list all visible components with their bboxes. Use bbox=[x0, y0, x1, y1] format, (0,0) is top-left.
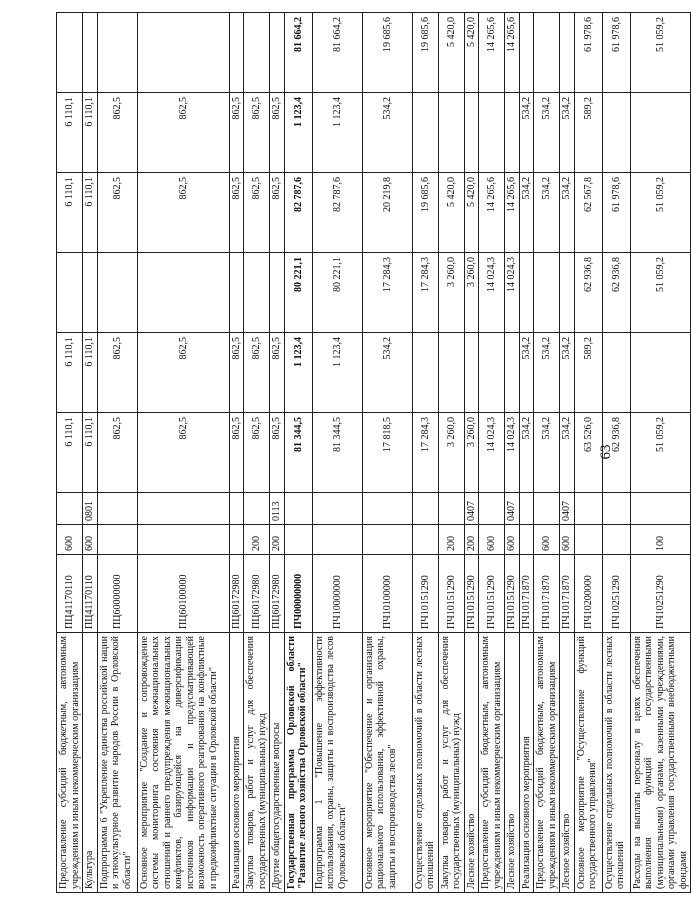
amount-cell: 862,5 bbox=[229, 333, 244, 413]
amount-cell: 862,5 bbox=[270, 413, 285, 493]
amount-cell: 6 110,1 bbox=[83, 173, 98, 253]
amount-cell: 862,5 bbox=[270, 333, 285, 413]
row-name-cell: Осуществление отдельных полномочий в области лесных отношений bbox=[602, 633, 630, 893]
amount-cell: 3 260,0 bbox=[438, 413, 464, 493]
row-name-cell: Основное мероприятие "Осуществление функций государственного управления" bbox=[574, 633, 602, 893]
row-name-cell: Государственная программа Орловской области "Развитие лесного хозяйства Орловской области" bbox=[284, 633, 312, 893]
expense-type-cell bbox=[284, 525, 312, 555]
amount-cell: 862,5 bbox=[97, 93, 137, 173]
amount-cell: 6 110,1 bbox=[83, 93, 98, 173]
target-article-cell: ПЧ10151290 bbox=[505, 555, 520, 633]
section-cell: 0407 bbox=[464, 493, 479, 525]
row-name-cell: Закупка товаров, работ и услуг для обеспечения государственных (муниципальных) нужд bbox=[244, 633, 270, 893]
target-article-cell: ПЧ10000000 bbox=[312, 555, 362, 633]
table-row bbox=[534, 13, 560, 893]
expense-type-cell: 600 bbox=[534, 525, 560, 555]
row-name-cell: Лесное хозяйство bbox=[464, 633, 479, 893]
amount-cell bbox=[534, 253, 560, 333]
amount-cell: 17 284,3 bbox=[362, 253, 412, 333]
amount-cell: 534,2 bbox=[534, 173, 560, 253]
amount-cell bbox=[630, 93, 691, 173]
amount-cell bbox=[519, 253, 534, 333]
target-article-cell: ПЦ60000000 bbox=[97, 555, 137, 633]
amount-cell bbox=[505, 93, 520, 173]
amount-cell: 534,2 bbox=[362, 93, 412, 173]
amount-cell: 6 110,1 bbox=[57, 413, 83, 493]
table-row bbox=[97, 13, 137, 893]
amount-cell: 6 110,1 bbox=[57, 173, 83, 253]
expense-type-cell: 600 bbox=[560, 525, 575, 555]
expense-type-cell: 600 bbox=[505, 525, 520, 555]
target-article-cell: ПЧ10151290 bbox=[412, 555, 438, 633]
expense-type-cell: 200 bbox=[438, 525, 464, 555]
amount-cell bbox=[57, 13, 83, 93]
amount-cell bbox=[412, 333, 438, 413]
amount-cell: 5 420,0 bbox=[464, 13, 479, 93]
table-row bbox=[362, 13, 412, 893]
amount-cell: 14 265,6 bbox=[479, 173, 505, 253]
amount-cell: 1 123,4 bbox=[284, 93, 312, 173]
amount-cell bbox=[602, 333, 630, 413]
section-cell bbox=[229, 493, 244, 525]
amount-cell: 3 260,0 bbox=[464, 413, 479, 493]
amount-cell: 62 567,8 bbox=[574, 173, 602, 253]
target-article-cell: ПЧ10171870 bbox=[534, 555, 560, 633]
amount-cell bbox=[602, 93, 630, 173]
amount-cell: 81 344,5 bbox=[284, 413, 312, 493]
section-cell bbox=[602, 493, 630, 525]
amount-cell: 5 420,0 bbox=[464, 173, 479, 253]
amount-cell: 534,2 bbox=[519, 333, 534, 413]
table-row bbox=[438, 13, 464, 893]
target-article-cell: ПЧ10151290 bbox=[479, 555, 505, 633]
amount-cell bbox=[270, 253, 285, 333]
table-row bbox=[479, 13, 505, 893]
expense-type-cell bbox=[412, 525, 438, 555]
amount-cell bbox=[630, 333, 691, 413]
amount-cell: 1 123,4 bbox=[312, 333, 362, 413]
section-cell bbox=[284, 493, 312, 525]
target-article-cell: ПЧ10200000 bbox=[574, 555, 602, 633]
amount-cell: 51 059,2 bbox=[630, 173, 691, 253]
amount-cell: 14 265,6 bbox=[505, 173, 520, 253]
amount-cell: 19 685,6 bbox=[362, 13, 412, 93]
target-article-cell: ПЦ60100000 bbox=[137, 555, 229, 633]
amount-cell: 5 420,0 bbox=[438, 13, 464, 93]
expense-type-cell: 600 bbox=[479, 525, 505, 555]
expense-type-cell bbox=[229, 525, 244, 555]
amount-cell: 81 344,5 bbox=[312, 413, 362, 493]
amount-cell bbox=[229, 253, 244, 333]
expense-type-cell bbox=[362, 525, 412, 555]
amount-cell bbox=[97, 13, 137, 93]
table-row bbox=[630, 13, 691, 893]
row-name-cell: Подпрограмма 1 "Повышение эффективности использования, охраны, защиты и воспроизводства лесов Орловской области" bbox=[312, 633, 362, 893]
amount-cell: 534,2 bbox=[534, 333, 560, 413]
amount-cell: 17 818,5 bbox=[362, 413, 412, 493]
page-number: 63 bbox=[598, 444, 614, 460]
expense-type-cell: 200 bbox=[270, 525, 285, 555]
amount-cell: 534,2 bbox=[534, 93, 560, 173]
amount-cell bbox=[137, 253, 229, 333]
amount-cell bbox=[229, 13, 244, 93]
amount-cell: 51 059,2 bbox=[630, 253, 691, 333]
amount-cell bbox=[505, 333, 520, 413]
amount-cell: 862,5 bbox=[137, 413, 229, 493]
table-row bbox=[83, 13, 98, 893]
table-row bbox=[464, 13, 479, 893]
amount-cell: 82 787,6 bbox=[284, 173, 312, 253]
expense-type-cell: 200 bbox=[464, 525, 479, 555]
amount-cell: 62 936,8 bbox=[602, 413, 630, 493]
amount-cell: 862,5 bbox=[229, 93, 244, 173]
amount-cell: 862,5 bbox=[137, 333, 229, 413]
table-row bbox=[312, 13, 362, 893]
amount-cell: 61 978,6 bbox=[574, 13, 602, 93]
table-row bbox=[284, 13, 312, 893]
amount-cell: 534,2 bbox=[519, 413, 534, 493]
amount-cell: 862,5 bbox=[137, 173, 229, 253]
row-name-cell: Лесное хозяйство bbox=[505, 633, 520, 893]
amount-cell bbox=[479, 93, 505, 173]
budget-table-body bbox=[57, 13, 691, 893]
amount-cell: 862,5 bbox=[229, 173, 244, 253]
amount-cell: 862,5 bbox=[97, 333, 137, 413]
target-article-cell: ПЦ60172980 bbox=[270, 555, 285, 633]
section-cell: 0801 bbox=[83, 493, 98, 525]
section-cell bbox=[438, 493, 464, 525]
row-name-cell: Предоставление субсидий бюджетным, автономным учреждениям и иным некоммерческим организациям bbox=[479, 633, 505, 893]
amount-cell bbox=[83, 253, 98, 333]
target-article-cell: ПЧ10100000 bbox=[362, 555, 412, 633]
amount-cell bbox=[270, 13, 285, 93]
amount-cell: 82 787,6 bbox=[312, 173, 362, 253]
expense-type-cell bbox=[602, 525, 630, 555]
amount-cell: 80 221,1 bbox=[312, 253, 362, 333]
amount-cell: 14 265,6 bbox=[505, 13, 520, 93]
row-name-cell: Другие общегосударственные вопросы bbox=[270, 633, 285, 893]
section-cell: 0407 bbox=[560, 493, 575, 525]
amount-cell: 81 664,2 bbox=[312, 13, 362, 93]
target-article-cell: ПЧ10251290 bbox=[602, 555, 630, 633]
section-cell bbox=[244, 493, 270, 525]
target-article-cell: ПЧ10171870 bbox=[519, 555, 534, 633]
amount-cell: 63 526,0 bbox=[574, 413, 602, 493]
amount-cell: 862,5 bbox=[244, 333, 270, 413]
amount-cell: 6 110,1 bbox=[57, 93, 83, 173]
amount-cell: 862,5 bbox=[270, 93, 285, 173]
amount-cell: 862,5 bbox=[97, 173, 137, 253]
section-cell: 0407 bbox=[505, 493, 520, 525]
amount-cell: 19 685,6 bbox=[412, 173, 438, 253]
amount-cell bbox=[244, 13, 270, 93]
section-cell bbox=[57, 493, 83, 525]
amount-cell bbox=[244, 253, 270, 333]
target-article-cell: ПЧ10151290 bbox=[464, 555, 479, 633]
expense-type-cell bbox=[312, 525, 362, 555]
amount-cell: 589,2 bbox=[574, 333, 602, 413]
amount-cell: 534,2 bbox=[519, 93, 534, 173]
expense-type-cell bbox=[137, 525, 229, 555]
amount-cell: 1 123,4 bbox=[312, 93, 362, 173]
section-cell: 0113 bbox=[270, 493, 285, 525]
row-name-cell: Подпрограмма 6 "Укрепление единства российской нации и этнокультурное развитие народов России в Орловской области" bbox=[97, 633, 137, 893]
target-article-cell: ПЦ41170110 bbox=[57, 555, 83, 633]
target-article-cell: ПЧ10251290 bbox=[630, 555, 691, 633]
table-row bbox=[229, 13, 244, 893]
section-cell bbox=[97, 493, 137, 525]
expense-type-cell: 600 bbox=[57, 525, 83, 555]
expense-type-cell bbox=[574, 525, 602, 555]
amount-cell: 534,2 bbox=[560, 173, 575, 253]
amount-cell: 6 110,1 bbox=[83, 333, 98, 413]
amount-cell: 62 936,8 bbox=[574, 253, 602, 333]
row-name-cell: Основное мероприятие "Обеспечение и организация рационального использования, эффективной охраны, защиты и воспроизводства лесов" bbox=[362, 633, 412, 893]
row-name-cell: Предоставление субсидий бюджетным, автономным учреждениям и иным некоммерческим организациям bbox=[57, 633, 83, 893]
amount-cell: 61 978,6 bbox=[602, 13, 630, 93]
table-row bbox=[519, 13, 534, 893]
table-row bbox=[505, 13, 520, 893]
section-cell bbox=[534, 493, 560, 525]
amount-cell: 14 265,6 bbox=[479, 13, 505, 93]
amount-cell: 862,5 bbox=[270, 173, 285, 253]
amount-cell: 80 221,1 bbox=[284, 253, 312, 333]
row-name-cell: Основное мероприятие "Создание и сопровождение системы мониторинга состояния межнациональных отношений и раннего предупреждения межнациональных конфликтов, базирующейся на диверсификации источников информации и предусматривающей возможность оперативного реагирования на конфликтные и предконфликтные ситуации в Орловской области" bbox=[137, 633, 229, 893]
amount-cell: 81 664,2 bbox=[284, 13, 312, 93]
amount-cell bbox=[412, 93, 438, 173]
amount-cell bbox=[479, 333, 505, 413]
section-cell bbox=[630, 493, 691, 525]
section-cell bbox=[519, 493, 534, 525]
amount-cell bbox=[438, 333, 464, 413]
row-name-cell: Реализация основного мероприятия bbox=[519, 633, 534, 893]
amount-cell: 862,5 bbox=[244, 413, 270, 493]
amount-cell bbox=[438, 93, 464, 173]
amount-cell: 862,5 bbox=[137, 93, 229, 173]
expense-type-cell bbox=[519, 525, 534, 555]
amount-cell: 6 110,1 bbox=[83, 413, 98, 493]
amount-cell bbox=[519, 13, 534, 93]
row-name-cell: Предоставление субсидий бюджетным, автономным учреждениям и иным некоммерческим организациям bbox=[534, 633, 560, 893]
amount-cell: 62 936,8 bbox=[602, 253, 630, 333]
section-cell bbox=[574, 493, 602, 525]
section-cell bbox=[412, 493, 438, 525]
amount-cell: 589,2 bbox=[574, 93, 602, 173]
section-cell bbox=[479, 493, 505, 525]
amount-cell: 862,5 bbox=[244, 173, 270, 253]
amount-cell: 534,2 bbox=[519, 173, 534, 253]
amount-cell bbox=[464, 333, 479, 413]
expense-type-cell bbox=[97, 525, 137, 555]
section-cell bbox=[312, 493, 362, 525]
row-name-cell: Осуществление отдельных полномочий в области лесных отношений bbox=[412, 633, 438, 893]
row-name-cell: Закупка товаров, работ и услуг для обеспечения государственных (муниципальных) нужд bbox=[438, 633, 464, 893]
amount-cell: 3 260,0 bbox=[464, 253, 479, 333]
amount-cell bbox=[83, 13, 98, 93]
amount-cell: 534,2 bbox=[362, 333, 412, 413]
amount-cell: 14 024,3 bbox=[505, 253, 520, 333]
amount-cell: 17 284,3 bbox=[412, 413, 438, 493]
section-cell bbox=[137, 493, 229, 525]
amount-cell: 14 024,3 bbox=[479, 413, 505, 493]
section-cell bbox=[362, 493, 412, 525]
amount-cell: 5 420,0 bbox=[438, 173, 464, 253]
amount-cell: 61 978,6 bbox=[602, 173, 630, 253]
table-row bbox=[270, 13, 285, 893]
table-row bbox=[244, 13, 270, 893]
target-article-cell: ПЧ10171870 bbox=[560, 555, 575, 633]
amount-cell: 3 260,0 bbox=[438, 253, 464, 333]
expense-type-cell: 600 bbox=[83, 525, 98, 555]
table-row bbox=[602, 13, 630, 893]
amount-cell: 534,2 bbox=[560, 333, 575, 413]
target-article-cell: ПЦ60172980 bbox=[244, 555, 270, 633]
target-article-cell: ПЧ10151290 bbox=[438, 555, 464, 633]
target-article-cell: ПЧ00000000 bbox=[284, 555, 312, 633]
amount-cell: 6 110,1 bbox=[57, 333, 83, 413]
amount-cell: 534,2 bbox=[560, 413, 575, 493]
amount-cell: 51 059,2 bbox=[630, 413, 691, 493]
amount-cell: 51 059,2 bbox=[630, 13, 691, 93]
amount-cell: 17 284,3 bbox=[412, 253, 438, 333]
amount-cell bbox=[57, 253, 83, 333]
amount-cell: 19 685,6 bbox=[412, 13, 438, 93]
expense-type-cell: 200 bbox=[244, 525, 270, 555]
table-row bbox=[412, 13, 438, 893]
table-row bbox=[560, 13, 575, 893]
expense-type-cell: 100 bbox=[630, 525, 691, 555]
row-name-cell: Лесное хозяйство bbox=[560, 633, 575, 893]
amount-cell: 862,5 bbox=[97, 413, 137, 493]
amount-cell: 534,2 bbox=[560, 93, 575, 173]
amount-cell: 14 024,3 bbox=[479, 253, 505, 333]
row-name-cell: Расходы на выплаты персоналу в целях обеспечения выполнения функций государственными (муниципальными) органами, казенными учреждениями, органами управления государственными внебюджетными фондами bbox=[630, 633, 691, 893]
amount-cell bbox=[97, 253, 137, 333]
amount-cell: 14 024,3 bbox=[505, 413, 520, 493]
amount-cell bbox=[137, 13, 229, 93]
table-row bbox=[57, 13, 83, 893]
row-name-cell: Реализация основного мероприятия bbox=[229, 633, 244, 893]
target-article-cell: ПЦ41170110 bbox=[83, 555, 98, 633]
amount-cell bbox=[464, 93, 479, 173]
target-article-cell: ПЦ60172980 bbox=[229, 555, 244, 633]
table-row bbox=[574, 13, 602, 893]
amount-cell: 862,5 bbox=[244, 93, 270, 173]
amount-cell bbox=[560, 13, 575, 93]
amount-cell: 1 123,4 bbox=[284, 333, 312, 413]
amount-cell bbox=[534, 13, 560, 93]
amount-cell: 20 219,8 bbox=[362, 173, 412, 253]
budget-table bbox=[56, 12, 691, 893]
amount-cell bbox=[560, 253, 575, 333]
rotated-table-container bbox=[56, 13, 689, 893]
table-row bbox=[137, 13, 229, 893]
amount-cell: 534,2 bbox=[534, 413, 560, 493]
row-name-cell: Культура bbox=[83, 633, 98, 893]
amount-cell: 862,5 bbox=[229, 413, 244, 493]
